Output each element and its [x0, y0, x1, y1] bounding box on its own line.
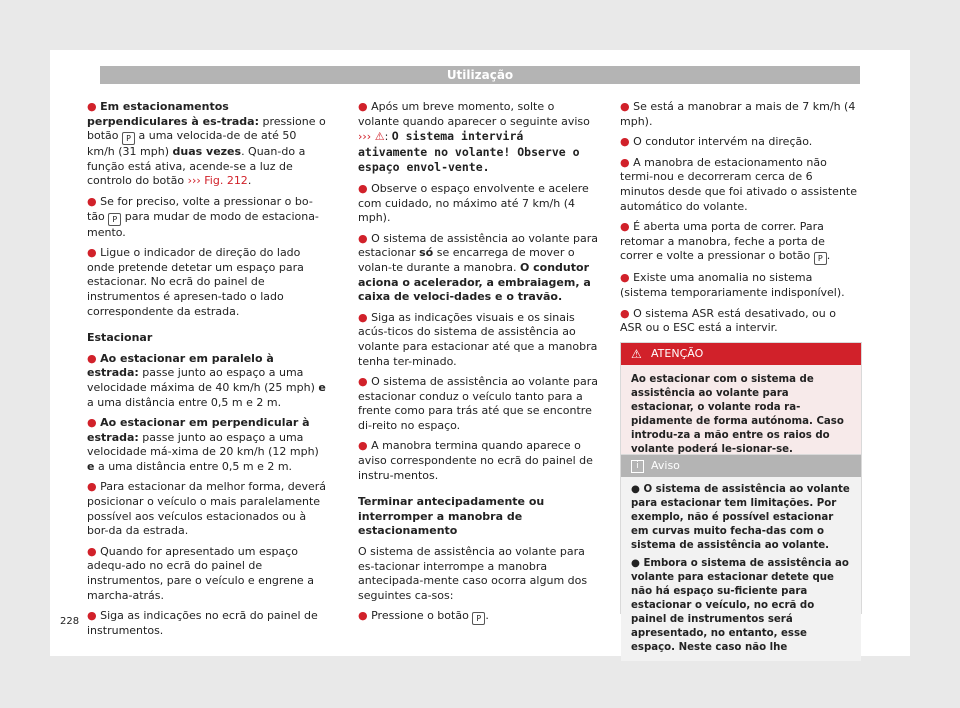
- attention-body: Ao estacionar com o sistema de assistência ao volante para estacionar, o volante roda ra-pidamente de forma autónoma. Caso introdu-za a mão entre os raios do volante poderá le-sionar-se.: [621, 365, 861, 465]
- column-3: [620, 100, 860, 342]
- bullet-icon: ●: [87, 480, 97, 494]
- page-number: 228: [60, 616, 80, 627]
- bullet-icon: ●: [358, 231, 368, 245]
- subheading: Estacionar: [87, 331, 153, 345]
- column-2: [358, 100, 598, 631]
- bullet-item: ● Em estacionamentos perpendiculares à es-trada: pressione o botão P a uma velocida-de de até 50 km/h (31 mph) duas vezes. Quan-do a função está ativa, acende-se a luz de controlo do botão ››› Fig. 212.: [87, 100, 326, 188]
- bullet-icon: ●: [620, 155, 630, 169]
- bullet-icon: ●: [358, 310, 368, 324]
- bullet-item: ● Ao estacionar em perpendicular à estrada: passe junto ao espaço a uma velocidade má-xima de 20 km/h (12 mph) e a uma distância entre 0,5 m e 2 m.: [87, 416, 319, 473]
- bullet-icon: ●: [631, 558, 640, 569]
- parking-assist-button-icon: P: [814, 252, 827, 265]
- attention-box: [620, 342, 862, 466]
- bullet-item: ● O sistema de assistência ao volante para estacionar conduz o veículo tanto para a frente como para trás até que se encontre di-reito no espaço.: [358, 375, 598, 432]
- bullet-item: ● Para estacionar da melhor forma, deverá posicionar o veículo o mais paralelamente possível aos veículos estacionados ou à bor-da da estrada.: [87, 480, 327, 538]
- bullet-icon: ●: [620, 135, 630, 149]
- warning-triangle-icon: ⚠: [374, 130, 385, 144]
- bullet-item: ● O sistema de assistência ao volante para estacionar só se encarrega de mover o volan-te durante a manobra. O condutor aciona o acelerador, a embraiagem, a caixa de veloci-dades e o travão.: [358, 231, 598, 304]
- bullet-item: ● O sistema ASR está desativado, ou o ASR ou o ESC está a intervir.: [620, 306, 836, 335]
- bullet-item: ● Embora o sistema de assistência ao volante para estacionar detete que não há espaço su-ficiente para estacionar o veículo, no ecrã do painel de instrumentos será apresentado, no entanto, esse espaço. Neste caso não lhe: [631, 558, 849, 653]
- warning-reference-link[interactable]: ›››: [358, 130, 372, 144]
- bullet-item: ● Siga as indicações visuais e os sinais acús-ticos do sistema de assistência ao volante para estacionar até que a manobra tenha ter-minado.: [358, 310, 598, 368]
- bullet-icon: ●: [87, 416, 97, 430]
- info-icon: i: [631, 460, 644, 473]
- bullet-icon: ●: [87, 100, 97, 113]
- bullet-icon: ●: [620, 271, 630, 285]
- bullet-icon: ●: [620, 306, 630, 320]
- parking-assist-button-icon: P: [472, 612, 485, 625]
- bullet-item: ● Existe uma anomalia no sistema (sistema temporariamente indisponível).: [620, 271, 845, 299]
- bullet-icon: ●: [358, 375, 368, 389]
- column-1: [87, 100, 327, 644]
- bullet-icon: ●: [87, 194, 97, 208]
- bullet-item: ● Observe o espaço envolvente e acelere com cuidado, no máximo até 7 km/h (4 mph).: [358, 181, 589, 225]
- bullet-icon: ●: [620, 220, 630, 234]
- subheading: Terminar antecipadamente ou interromper a manobra de estacionamento: [358, 495, 545, 538]
- bullet-item: ● Se for preciso, volte a pressionar o bo-tão P para mudar de modo de estaciona-mento.: [87, 194, 319, 239]
- paragraph: O sistema de assistência ao volante para es-tacionar interrompe a manobra antecipada-mente caso ocorra algum dos seguintes ca-sos:: [358, 545, 588, 602]
- bullet-item: ● A manobra termina quando aparece o aviso correspondente no ecrã do painel de instru-mentos.: [358, 439, 593, 482]
- bullet-icon: ●: [87, 246, 97, 260]
- section-header: Utilização: [100, 66, 860, 84]
- parking-assist-button-icon: P: [108, 213, 121, 226]
- parking-assist-button-icon: P: [122, 132, 135, 145]
- bullet-item: ● Quando for apresentado um espaço adequ-ado no ecrã do painel de instrumentos, pare o veículo e engrene a marcha-atrás.: [87, 544, 314, 602]
- bullet-icon: ●: [87, 544, 97, 558]
- bullet-item: ● Pressione o botão P .: [358, 609, 489, 624]
- bullet-icon: ●: [87, 609, 97, 623]
- bullet-item: ● A manobra de estacionamento não termi-nou e decorreram cerca de 6 minutos desde que foi ativado o assistente automático do volante.: [620, 155, 858, 213]
- bullet-icon: ●: [358, 181, 368, 195]
- note-body: [621, 477, 861, 661]
- bullet-icon: ●: [87, 351, 97, 365]
- bullet-item: ● Se está a manobrar a mais de 7 km/h (4 mph).: [620, 100, 856, 128]
- bullet-icon: ●: [631, 484, 640, 495]
- bullet-item: ● O condutor intervém na direção.: [620, 135, 813, 149]
- bullet-icon: ●: [620, 100, 630, 113]
- bullet-item: ● Ao estacionar em paralelo à estrada: passe junto ao espaço a uma velocidade máxima de 40 km/h (25 mph) e a uma distância entre 0,5 m e 2 m.: [87, 351, 326, 409]
- warning-triangle-icon: ⚠: [631, 347, 642, 361]
- bullet-icon: ●: [358, 100, 368, 113]
- note-box: [620, 454, 862, 653]
- bullet-item: ● Após um breve momento, solte o volante quando aparecer o seguinte aviso ››› ⚠: O sistema intervirá ativamente no volante! Observe o espaço envol-vente.: [358, 100, 590, 175]
- manual-page: [50, 50, 910, 656]
- figure-reference-link[interactable]: ››› Fig. 212: [187, 174, 248, 188]
- attention-title: ⚠ ATENÇÃO: [621, 343, 861, 365]
- bullet-item: ● Ligue o indicador de direção do lado onde pretende detetar um espaço para estacionar. No ecrã do painel de instrumentos é apresen-tado o lado correspondente da estrada.: [87, 246, 304, 318]
- bullet-item: ● É aberta uma porta de correr. Para retomar a manobra, feche a porta de correr e volte a pressionar o botão P .: [620, 220, 831, 264]
- bullet-icon: ●: [358, 439, 368, 453]
- bullet-item: ● Siga as indicações no ecrã do painel de instrumentos.: [87, 609, 318, 637]
- bullet-icon: ●: [358, 609, 368, 623]
- note-title: i Aviso: [621, 455, 861, 477]
- bullet-item: ● O sistema de assistência ao volante para estacionar tem limitações. Por exemplo, não é possível estacionar em curvas muito fecha-das com o sistema de assistência ao volante.: [631, 484, 850, 551]
